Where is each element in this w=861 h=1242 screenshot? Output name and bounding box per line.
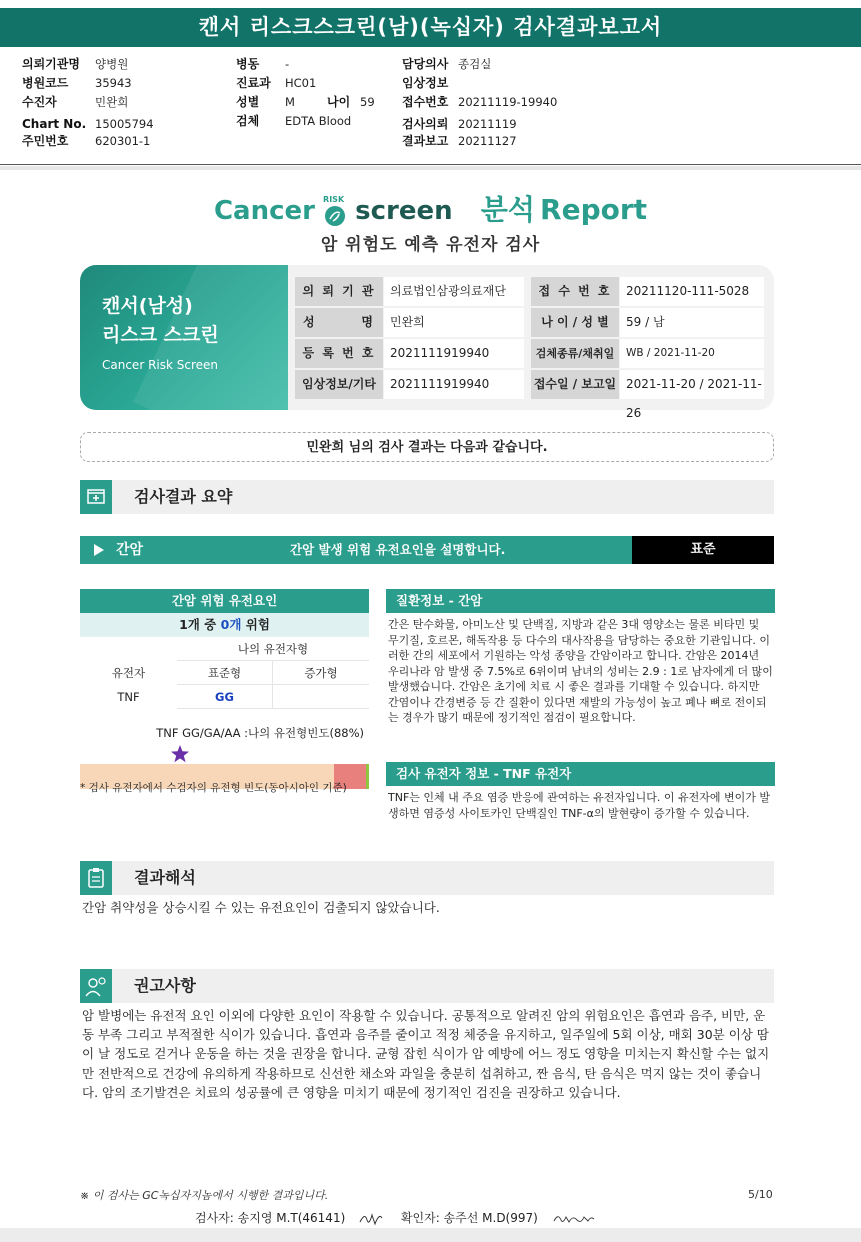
consult-icon [80, 969, 112, 1003]
info-label: 병동 [236, 57, 260, 71]
table-label: 접수일 / 보고일 [531, 370, 619, 399]
standard-type-header: 표준형 [177, 661, 273, 685]
table-value: 2021-11-20 / 2021-11-26 [620, 370, 764, 399]
info-request-date [402, 115, 562, 133]
logo-report: Report [540, 193, 648, 226]
info-label: 의뢰기관명 [22, 57, 80, 71]
confirmer-signature [552, 1211, 596, 1227]
risk-count: 1개 중 0개 위험 [80, 613, 369, 637]
table-label: 접 수 번 호 [531, 277, 619, 306]
clipboard-icon [80, 861, 112, 895]
disease-info-body: 간은 탄수화물, 아미노산 및 단백질, 지방과 같은 3대 영양소는 물론 비타민 및 무기질, 호르몬, 해독작용 등 다수의 대사작용을 담당하는 중요한 기관입니다. 이러한 간의 세포에서 기원하는 악성 종양을 간암이라고 합니다. 간암은 2014년 우리나라 암 발생 중 7.5%로 6위이며 남녀의 성비는 2.9 : 1로 남자에게 더 많이 발생했습니다. 간암은 초기에 치료 시 좋은 결과를 기대할 수 있습니다. 하지만 간염이나 간경변증 등 간 질환이 있다면 재발의 가능성이 높고 폐나 뼈로 전이되는 경우가 많기 때문에 정기적인 점검이 필요합니다. [388, 618, 773, 724]
signatures [195, 1209, 596, 1228]
recommendation-text: 암 발병에는 유전적 요인 이외에 다양한 요인이 작용할 수 있습니다. 공통적으로 알려진 암의 위험요인은 흡연과 음주, 비만, 운동 부족 그리고 부적절한 식이가 있습니다. 흡연과 음주를 줄이고 적정 체중을 유지하고, 일주일에 5회 이상, 매회 30분 이상 땀이 날 정도로 걷거나 운동을 하는 것을 권장을 합니다. 균형 잡힌 식이가 암 예방에 어느 정도 영향을 미치는지 확신할 수는 없지만 전반적으로 건강에 유의하게 작용하므로 신선한 채소와 과일을 충분히 섭취하고, 짠 음식, 탄 음식은 먹지 않는 것이 좋습니다. 암의 조기발견은 치료의 성공률에 큰 영향을 미치기 때문에 정기적인 검진을 권장하고 있습니다. [82, 1008, 770, 1100]
section-recommendation [80, 969, 774, 1003]
info-label: 병원코드 [22, 76, 69, 90]
cancer-screen-logo [0, 188, 861, 230]
risk-factor-table [80, 589, 369, 709]
gene-header: 유전자 [111, 666, 146, 680]
patient-table [288, 265, 774, 420]
card-title-1: 캔서(남성) [102, 295, 193, 317]
gene-value: GG [177, 685, 273, 709]
info-label: Chart No. [22, 117, 87, 131]
logo-analysis: 분석 [480, 193, 535, 226]
risk-count-number: 0개 [220, 617, 242, 632]
info-ward [236, 55, 386, 73]
table-label: 등 록 번 호 [295, 339, 383, 368]
section-title: 결과해석 [134, 868, 196, 887]
table-value: 20211120-111-5028 [620, 277, 764, 306]
bottom-bar [0, 1228, 861, 1242]
table-value: 의료법인삼광의료재단 [384, 277, 524, 306]
info-value: 620301-1 [95, 134, 151, 148]
section-interpretation [80, 861, 774, 895]
play-icon [92, 543, 106, 557]
info-label: 성별 [236, 95, 260, 109]
section-title: 검사결과 요약 [134, 487, 233, 506]
info-doctor [402, 55, 562, 73]
cancer-name: 간암 [116, 542, 144, 558]
info-label: 검체 [236, 114, 260, 128]
table-label: 나 이 / 성 별 [531, 308, 619, 337]
info-resident-no [22, 132, 212, 150]
product-card [80, 265, 288, 410]
gene-info-body: TNF는 인체 내 주요 염증 반응에 관여하는 유전자입니다. 이 유전자에 변이가 발생하면 염증성 사이토카인 단백질인 TNF-α의 발현량이 증가할 수 있습니다. [388, 791, 771, 820]
logo-cancer: Cancer [213, 196, 315, 226]
gene-info-title: 검사 유전자 정보 - TNF 유전자 [386, 762, 775, 786]
summary-icon [80, 480, 112, 514]
page-number: 5/10 [748, 1188, 773, 1201]
examiner-signature [357, 1210, 385, 1228]
gene-info-panel [386, 762, 775, 821]
logo-risk-mark [320, 194, 350, 227]
status-badge: 표준 [632, 536, 774, 564]
my-genotype-header: 나의 유전자형 [177, 637, 369, 661]
info-value: HC01 [285, 76, 317, 90]
frequency-bar [80, 744, 369, 770]
frequency-label: TNF GG/GA/AA :나의 유전형빈도(88%) [156, 726, 364, 740]
info-clinical [402, 74, 562, 92]
table-value: 2021111919940 [384, 339, 524, 368]
table-value: WB / 2021-11-20 [620, 339, 764, 368]
info-chart-no [22, 115, 212, 133]
table-value: 59 / 남 [620, 308, 764, 337]
info-value: 20211127 [458, 134, 517, 148]
divider [0, 166, 861, 170]
info-label: 검사의뢰 [402, 117, 449, 131]
gene-name: TNF [117, 690, 140, 704]
risk-table-title: 간암 위험 유전요인 [80, 589, 369, 613]
examiner: 검사자: 송지영 M.T(46141) [195, 1211, 346, 1225]
info-value: 20211119-19940 [458, 95, 558, 109]
table-label: 임상정보/기타 [295, 370, 383, 399]
info-value: M [285, 95, 295, 109]
interpretation-text: 간암 취약성을 상승시킬 수 있는 유전요인이 검출되지 않았습니다. [82, 900, 440, 915]
result-notice: 민완희 님의 검사 결과는 다음과 같습니다. [80, 432, 774, 462]
patient-info-block [0, 48, 861, 165]
table-value: 민완희 [384, 308, 524, 337]
logo-screen: screen [355, 196, 453, 226]
info-value: 15005794 [95, 117, 154, 131]
info-patient [22, 93, 212, 111]
info-accession [402, 93, 562, 111]
info-value: 민완희 [95, 95, 129, 109]
report-title: 캔서 리스크스크린(남)(녹십자) 검사결과보고서 [0, 8, 861, 47]
disease-info-panel [386, 589, 775, 726]
card-subtitle: Cancer Risk Screen [102, 358, 219, 372]
cancer-result-bar [80, 536, 774, 564]
info-value: - [285, 57, 290, 71]
section-summary [80, 480, 774, 514]
info-age [327, 93, 387, 111]
info-department [236, 74, 386, 92]
footer-note: ※ 이 검사는 GC녹십자지놈에서 시행한 결과입니다. [80, 1189, 329, 1202]
confirmer: 확인자: 송주선 M.D(997) [400, 1211, 538, 1225]
table-label: 검체종류/채취일 [531, 339, 619, 368]
info-hospital-code [22, 74, 212, 92]
table-label: 의 뢰 기 관 [295, 277, 383, 306]
logo-circle-icon [324, 205, 346, 227]
info-label: 접수번호 [402, 95, 449, 109]
table-label: 성 명 [295, 308, 383, 337]
info-value: 양병원 [95, 57, 129, 71]
info-label: 진료과 [236, 76, 271, 90]
card-title-2: 리스크 스크린 [102, 324, 219, 346]
info-hospital [22, 55, 212, 73]
info-value: 59 [360, 95, 375, 109]
page-subtitle: 암 위험도 예측 유전자 검사 [320, 235, 541, 255]
info-label: 수진자 [22, 95, 57, 109]
frequency-footnote: * 검사 유전자에서 수검자의 유전형 빈도(동아시아인 기준) [80, 782, 347, 794]
info-label: 결과보고 [402, 134, 449, 148]
table-value: 2021111919940 [384, 370, 524, 399]
info-label: 주민번호 [22, 134, 69, 148]
star-marker-icon [170, 744, 190, 764]
info-value: EDTA Blood [285, 114, 352, 128]
info-report-date [402, 132, 562, 150]
info-specimen [236, 112, 386, 130]
disease-info-title: 질환정보 - 간암 [386, 589, 775, 613]
info-value: 종검실 [458, 57, 492, 71]
info-label: 나이 [327, 95, 351, 109]
genotype-frequency [80, 724, 369, 770]
logo-risk-text: RISK [323, 194, 345, 204]
cancer-desc: 간암 발생 위험 유전요인을 설명합니다. [290, 542, 506, 557]
info-label: 담당의사 [402, 57, 449, 71]
increased-type-header: 증가형 [273, 661, 369, 685]
info-value: 35943 [95, 76, 132, 90]
info-label: 임상정보 [402, 76, 449, 90]
section-title: 권고사항 [134, 976, 196, 995]
info-value: 20211119 [458, 117, 517, 131]
